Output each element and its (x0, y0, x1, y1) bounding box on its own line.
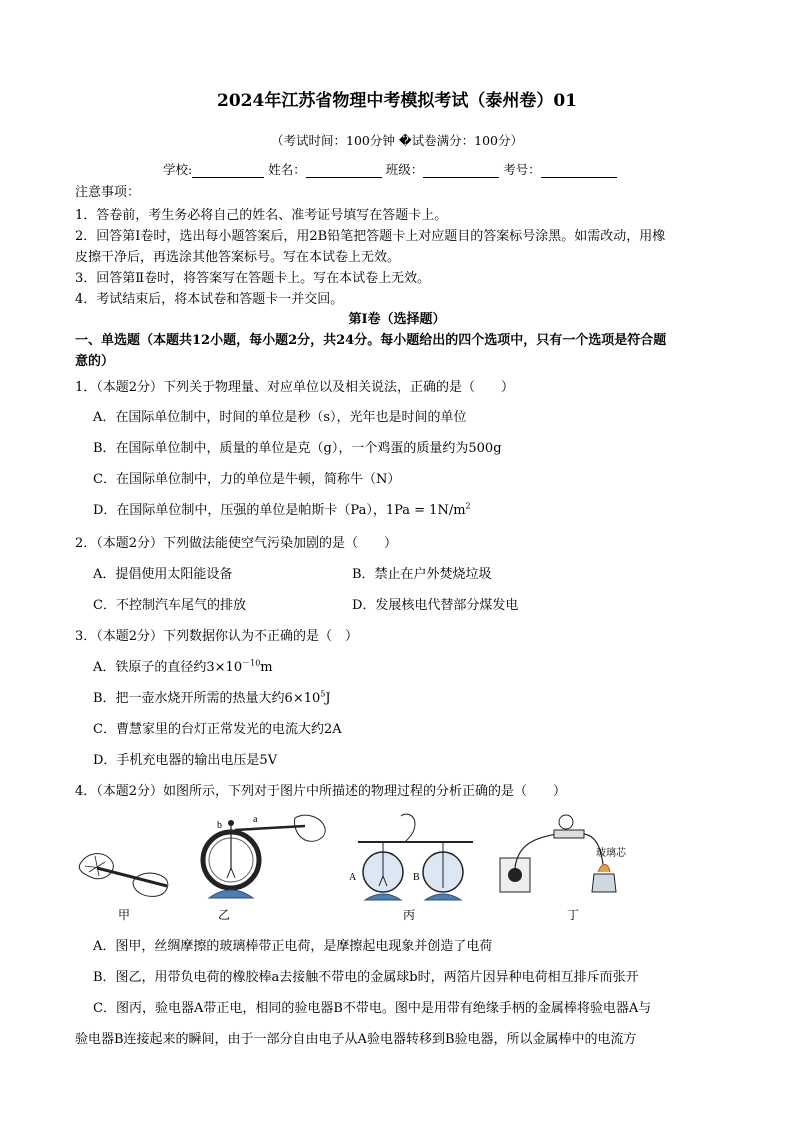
question-1-option-c[interactable]: C．在国际单位制中，力的单位是牛顿，简称牛（N） (93, 472, 401, 487)
number-label: 考号： (503, 162, 541, 177)
question-2-option-d[interactable]: D．发展核电代替部分煤发电 (352, 598, 519, 613)
number-blank[interactable] (541, 163, 617, 178)
name-blank[interactable] (306, 163, 382, 178)
question-4-option-c-cont: 验电器B连接起来的瞬间，由于一部分自由电子从A验电器转移到B验电器，所以金属棒中的电流方 (75, 1032, 637, 1047)
notice-item: 3．回答第Ⅱ卷时，将答案写在答题卡上。写在本试卷上无效。 (75, 271, 431, 286)
question-3-option-a[interactable]: A．铁原子的直径约$3\times 10^{-10}m$ (93, 658, 273, 675)
figure-jia-glass-rod-silk (75, 812, 175, 902)
section-instruction-cont: 意的） (75, 354, 115, 369)
question-3-stem: 3．（本题2分）下列数据你认为不正确的是（ ） (75, 629, 359, 644)
question-4-option-b[interactable]: B．图乙，用带负电荷的橡胶棒a去接触不带电的金属球b时，两箔片因异种电荷相互排斥而张开 (93, 970, 639, 985)
figure-yi-caption: 乙 (218, 908, 231, 922)
figure-yi-electroscope (195, 812, 330, 907)
question-4-stem: 4．（本题2分）如图所示，下列对于图片中所描述的物理过程的分析正确的是（ ） (75, 784, 567, 799)
section-title: 第Ⅰ卷（选择题） (348, 312, 446, 327)
question-2-option-a[interactable]: A．提倡使用太阳能设备 (93, 567, 233, 582)
label-a: a (253, 814, 258, 825)
figure-bing-two-electroscopes (343, 812, 483, 907)
label-b: b (217, 820, 222, 831)
question-1-stem: 1．（本题2分）下列关于物理量、对应单位以及相关说法，正确的是（ ） (75, 380, 515, 395)
question-3-option-b[interactable]: B．把一壶水烧开所需的热量大约$6\times 10^5J$ (93, 689, 331, 706)
figure-ding-glass-core-circuit (498, 812, 658, 907)
figure-ding-caption: 丁 (567, 908, 580, 922)
class-label: 班级： (385, 162, 424, 177)
question-4-option-a[interactable]: A．图甲，丝绸摩擦的玻璃棒带正电荷，是摩擦起电现象并创造了电荷 (93, 939, 493, 954)
class-blank[interactable] (423, 163, 499, 178)
label-glass-core: 玻璃芯 (596, 848, 626, 859)
exam-subtitle: （考试时间：100分钟 �试卷满分：100分） (270, 133, 523, 148)
question-3-option-d[interactable]: D．手机充电器的输出电压是5V (93, 753, 278, 768)
notice-item: 1．答卷前，考生务必将自己的姓名、准考证号填写在答题卡上。 (75, 208, 448, 223)
question-1-option-b[interactable]: B．在国际单位制中，质量的单位是克（g），一个鸡蛋的质量约为500g (93, 441, 502, 456)
notice-item: 皮擦干净后，再选涂其他答案标号。写在本试卷上无效。 (75, 250, 401, 265)
school-label: 学校: (163, 162, 193, 177)
notice-item: 2．回答第Ⅰ卷时，选出每小题答案后，用2B铅笔把答题卡上对应题目的答案标号涂黑。如需改动，用橡 (75, 229, 666, 244)
name-label: 姓名： (268, 162, 306, 177)
question-2-option-b[interactable]: B．禁止在户外焚烧垃圾 (352, 567, 492, 582)
question-2-stem: 2．（本题2分）下列做法能使空气污染加剧的是（ ） (75, 536, 398, 551)
section-instruction: 一、单选题（本题共12小题，每小题2分，共24分。每小题给出的四个选项中，只有一个选项是符合题 (75, 333, 667, 348)
label-B: B (413, 872, 420, 883)
figure-bing-caption: 丙 (403, 908, 416, 922)
notice-item: 4．考试结束后，将本试卷和答题卡一并交回。 (75, 292, 344, 307)
question-4-option-c[interactable]: C．图丙，验电器A带正电，相同的验电器B不带电。图中是用带有绝缘手柄的金属棒将验电器A与 (93, 1001, 652, 1016)
question-2-option-c[interactable]: C．不控制汽车尾气的排放 (93, 598, 246, 613)
student-info-fields (163, 160, 617, 178)
question-3-option-c[interactable]: C．曹慧家里的台灯正常发光的电流大约2A (93, 722, 342, 737)
question-1-option-d[interactable]: D．在国际单位制中，压强的单位是帕斯卡（Pa），$1Pa = 1N/m^2$ (93, 501, 471, 518)
school-blank[interactable] (192, 163, 264, 178)
question-1-option-a[interactable]: A．在国际单位制中，时间的单位是秒（s），光年也是时间的单位 (93, 410, 467, 425)
notice-heading: 注意事项： (75, 185, 141, 200)
label-A: A (349, 872, 357, 883)
figure-jia-caption: 甲 (118, 908, 131, 922)
exam-title: 2024年江苏省物理中考模拟考试（泰州卷）01 (217, 91, 577, 111)
